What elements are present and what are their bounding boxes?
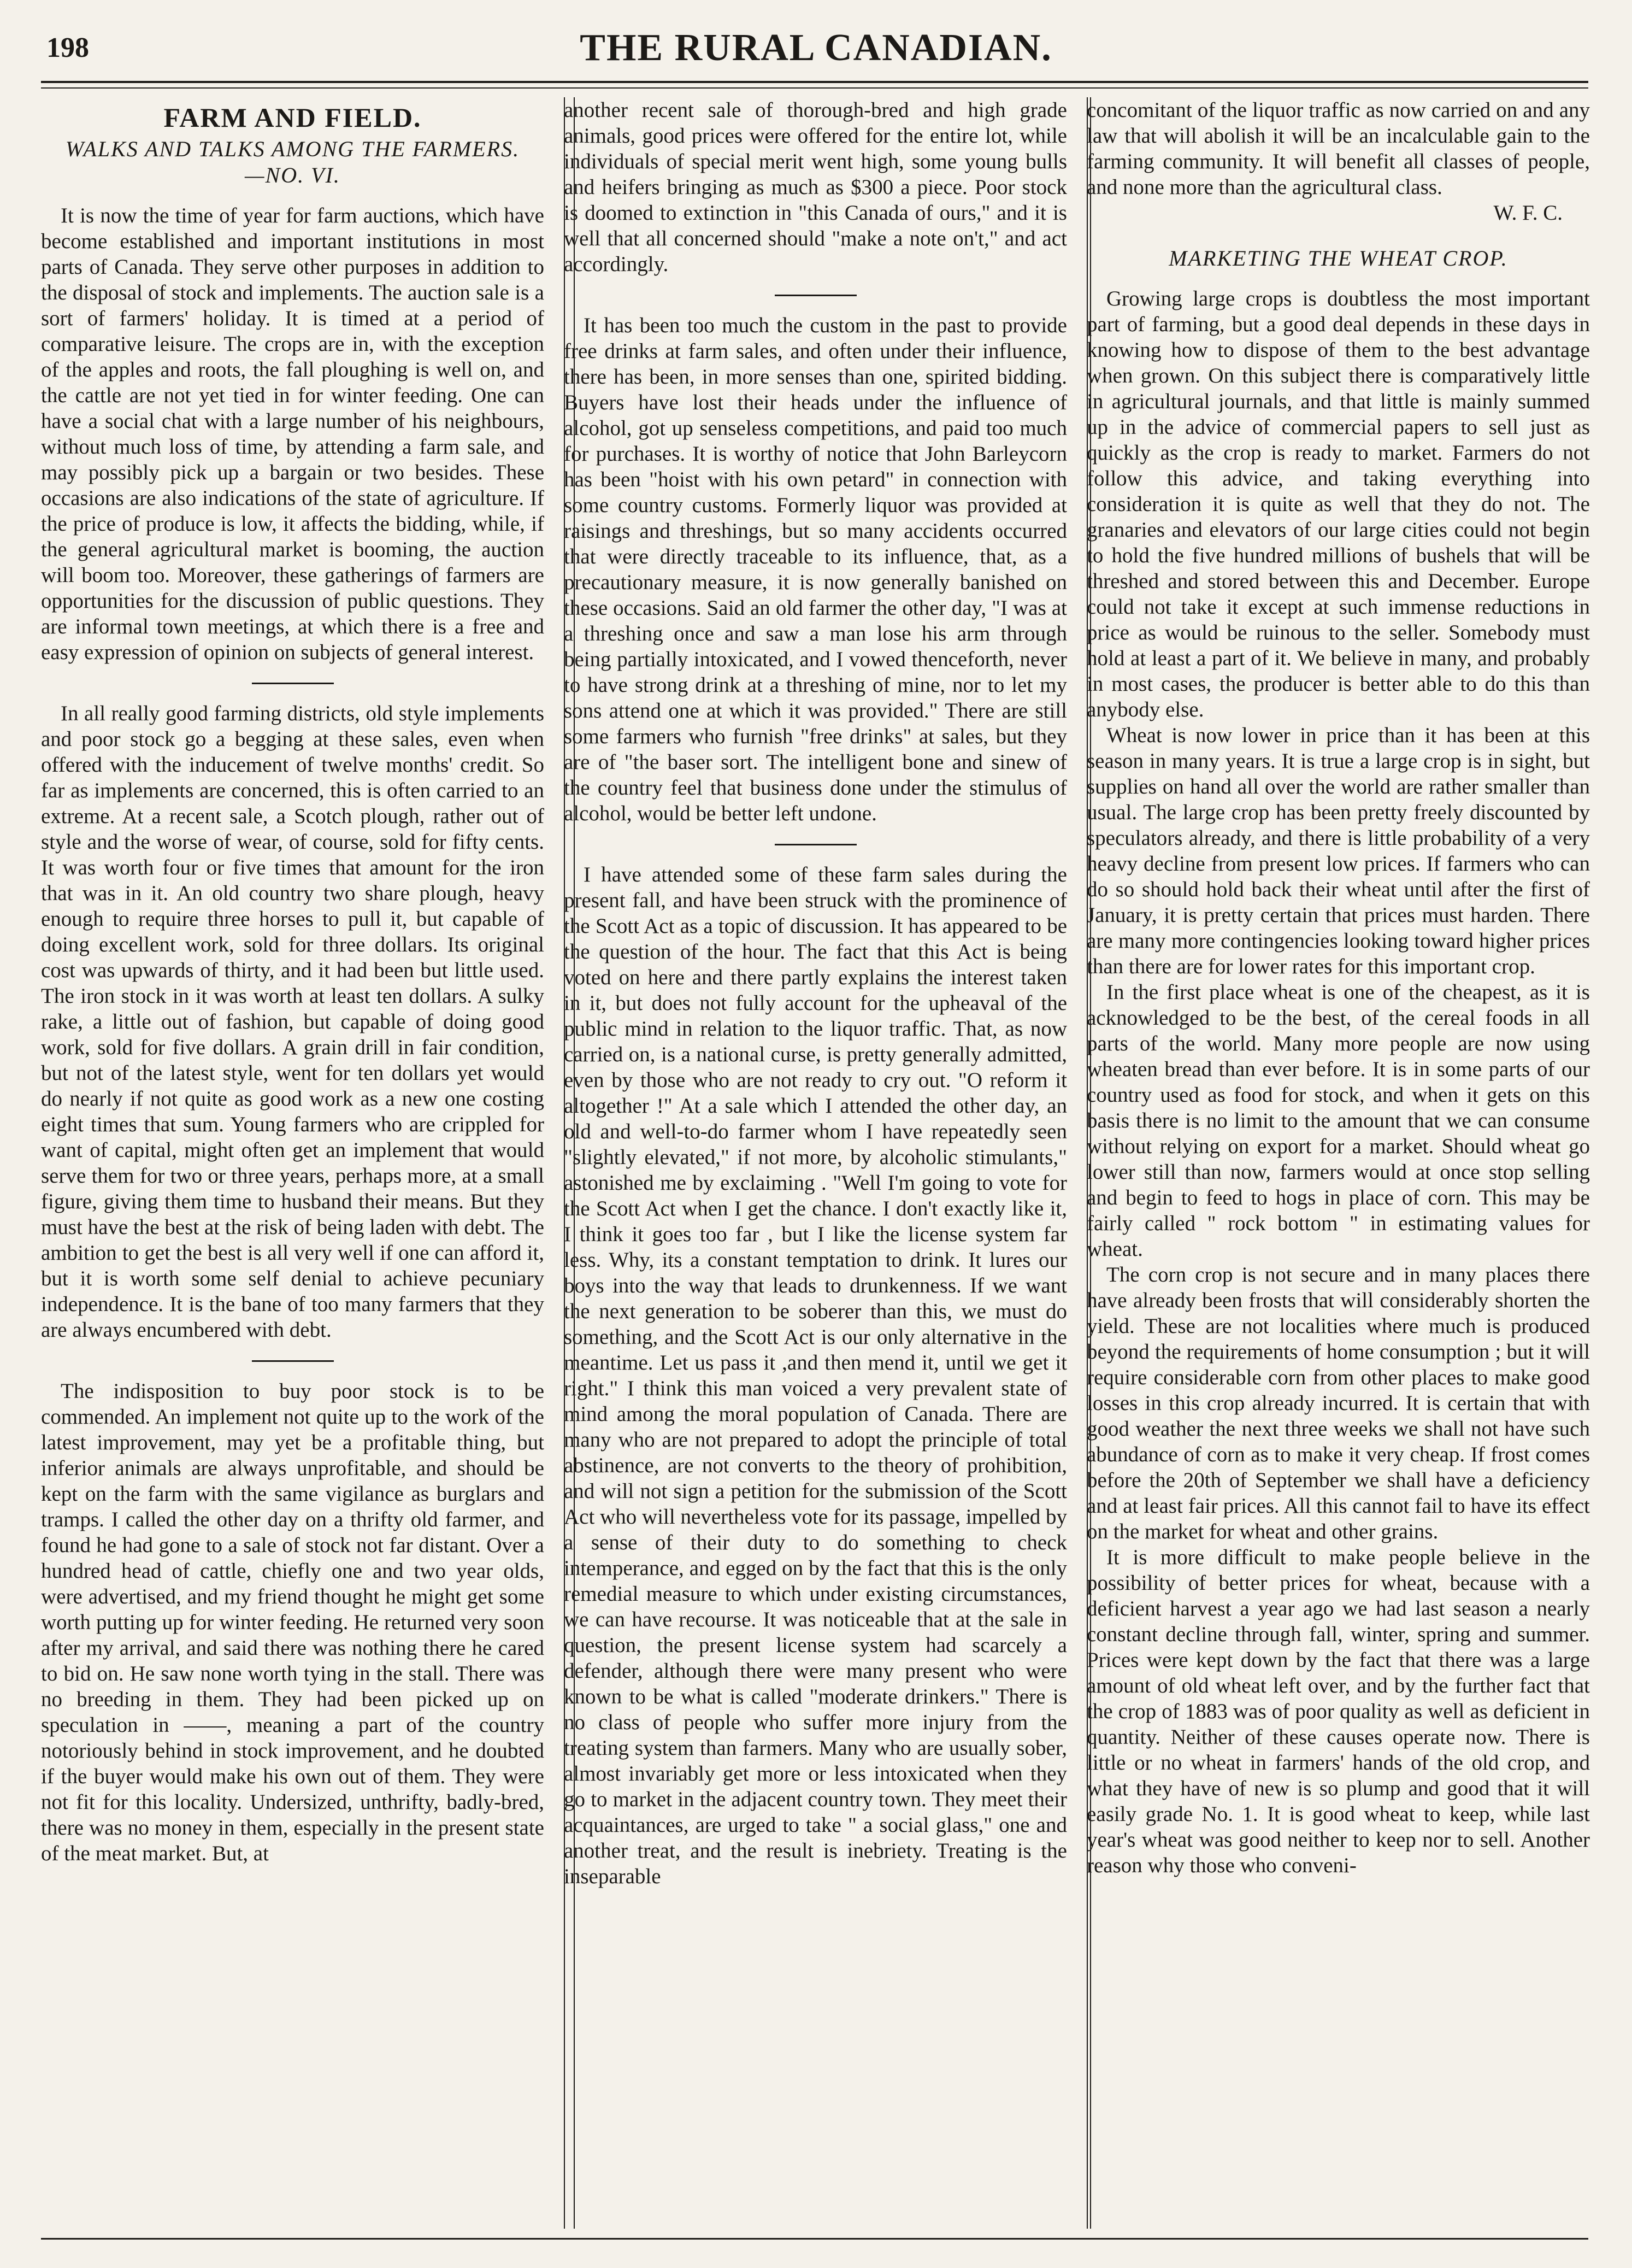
article-paragraph: It is more difficult to make people believe in the possibility of better prices for wheat, because with a deficient harvest a year ago we had last season a nearly constant decline through fall, winter, spring and summer. Prices were kept down by the fact that there was a large amount of old wheat left over, and by the further fact that the crop of 1883 was of poor quality as well as deficient in quantity. Neither of these causes operate now. There is little or no wheat in farmers' hands of the old crop, and what they have of new is so plump and good that it will easily grade No. 1. It is good wheat to keep, while last year's wheat was good neither to keep nor to sell. Another reason why those who conveni- — [1087, 1546, 1590, 1877]
article-paragraph: In the first place wheat is one of the cheapest, as it is acknowledged to be the best, of the cereal foods in all parts of the world. Many more people are now using wheaten bread than ever before. It is in some parts of our country used as food for stock, and when it gets on this basis there is no limit to the amount that we can consume without relying on export for a market. Should wheat go lower still than now, farmers would at once stop selling and begin to feed to hogs in place of corn. This may be fairly called " rock bottom " in estimating values for wheat. — [1087, 980, 1590, 1261]
section-heading: FARM AND FIELD. — [163, 102, 422, 133]
article-paragraph: another recent sale of thorough-bred and high grade animals, good prices were offered for the entire lot, while individuals of special merit went high, some young bulls and heifers bringing as much as $300 a piece. Poor stock is doomed to extinction in "this Canada of ours," and it is well that all concerned should "make a note on't," and act accordingly. — [564, 98, 1067, 276]
header-rule-thin — [41, 87, 1588, 89]
author-signature: W. F. C. — [1493, 201, 1563, 225]
header-rule — [41, 81, 1588, 83]
article-subheading: MARKETING THE WHEAT CROP. — [1169, 246, 1508, 271]
paragraph-divider — [252, 1360, 334, 1362]
article-paragraph: I have attended some of these farm sales during the present fall, and have been struck with the prominence of the Scott Act as a topic of discussion. It has appeared to be the question of the hour. The fact that this Act is being voted on here and there partly explains the interest taken in it, but does not fully account for the upheaval of the public mind in relation to the liquor traffic. That, as now carried on, is a national curse, is pretty generally admitted, even by those who are not ready to cry out. "O reform it altogether !" At a sale which I attended the other day, an old and well-to-do farmer whom I have repeatedly seen "slightly elevated," if not more, by alcoholic stimulants," astonished me by exclaiming . "Well I'm going to vote for the Scott Act when I get the chance. I don't exactly like it, I think it goes too far , but I like the license system far less. Why, its a constant temptation to drink. It lures our boys into the way that leads to drunkenness. If we want the next generation to be soberer than this, we must do something, and the Scott Act is our only alternative in the meantime. Let us pass it ,and then mend it, until we get it right." I think this man voiced a very prevalent state of mind among the moral population of Canada. There are many who are not prepared to adopt the principle of total abstinence, are not converts to the theory of prohibition, and will not sign a petition for the submission of the Scott Act who will nevertheless vote for its passage, impelled by a sense of their duty to do something to check intemperance, and egged on by the fact that this is the only remedial measure to which under existing circumstances, we can have recourse. It was noticeable that at the sale in question, the present license system had scarcely a defender, although there were many present who were known to be what is called "moderate drinkers." There is no class of people who suffer more injury from the treating system than farmers. Many who are usually sober, almost invariably get more or less intoxicated when they go to market in the adjacent country town. They meet their acquaintances, are urged to take " a social glass," one and another treat, and the result is inebriety. Treating is the inseparable — [564, 863, 1067, 1888]
article-paragraph: In all really good farming districts, old style implements and poor stock go a begging at these sales, even when offered with the inducement of twelve months' credit. So far as implements are concerned, this is often carried to an extreme. At a recent sale, a Scotch plough, rather out of style and the worse of wear, of course, sold for fifty cents. It was worth four or five times that amount for the iron that was in it. An old country two share plough, heavy enough to require three horses to pull it, but capable of doing excellent work, sold for three dollars. Its original cost was upwards of thirty, and it had been but little used. The iron stock in it was worth at least ten dollars. A sulky rake, a little out of fashion, but capable of doing good work, sold for five dollars. A grain drill in fair condition, but not of the latest style, went for ten dollars yet would do nearly if not quite as good work as a new one costing eight times that sum. Young farmers who are crippled for want of capital, might often get an implement that would serve them for two or three years, perhaps more, at a small figure, giving them time to husband their means. But they must have the best at the risk of being laden with debt. The ambition to get the best is all very well if one can afford it, but it is worth some self denial to achieve pecuniary independence. It is the bane of too many farmers that they are always encumbered with debt. — [41, 702, 544, 1342]
article-subheading: WALKS AND TALKS AMONG THE FARMERS.—NO. VI. — [65, 137, 520, 187]
article-paragraph: It has been too much the custom in the past to provide free drinks at farm sales, and often under their influence, there has been, in more senses than one, spirited bidding. Buyers have lost their heads under the influence of alcohol, got up senseless competitions, and paid too much for purchases. It is worthy of notice that John Barleycorn has been "hoist with his own petard" in connection with some country customs. Formerly liquor was provided at raisings and threshings, but so many accidents occurred that were directly traceable to its influence, that, as a precautionary measure, it is now generally banished on these occasions. Said an old farmer the other day, "I was at a threshing once and saw a man lose his arm through being partially intoxicated, and I vowed thenceforth, never to have strong drink at a threshing of mine, nor to let my sons attend one at which it was provided." There are still some farmers who furnish "free drinks" at sales, but they are of "the baser sort. The intelligent bone and sinew of the country feel that business done under the stimulus of alcohol, would be better left undone. — [564, 314, 1067, 825]
left-column — [41, 97, 544, 2229]
middle-column — [564, 97, 1067, 2229]
article-paragraph — [1087, 97, 1590, 200]
paragraph-divider — [775, 844, 857, 845]
article-paragraph: It is now the time of year for farm auctions, which have become established and important institutions in most parts of Canada. They serve other purposes in addition to the disposal of stock and implements. The auction sale is a sort of farmers' holiday. It is timed at a period of comparative leisure. The crops are in, with the exception of the apples and roots, the fall ploughing is well on, and the cattle are not yet tied in for winter feeding. One can have a social chat with a large number of his neighbours, without much loss of time, by attending a farm sale, and may possibly pick up a bargain or two besides. These occasions are also indications of the state of agriculture. If the price of produce is low, it affects the bidding, while, if the general agricultural market is booming, the auction will boom too. Moreover, these gatherings of farmers are opportunities for the discussion of public questions. They are informal town meetings, at which there is a free and easy expression of opinion on subjects of general interest. — [41, 204, 544, 664]
article-paragraph: Wheat is now lower in price than it has been at this season in many years. It is true a large crop is in sight, but supplies on hand all over the world are rather smaller than usual. The large crop has been pretty freely discounted by speculators already, and there is little probability of a very heavy decline from present low prices. If farmers who can do so should hold back their wheat until after the first of January, it is pretty certain that prices must harden. There are many more contingencies looking toward higher prices than there are for lower rates for this important crop. — [1087, 724, 1590, 978]
paragraph-divider — [775, 295, 857, 296]
article-columns — [41, 97, 1590, 2229]
article-paragraph: The corn crop is not secure and in many places there have already been frosts that will considerably shorten the yield. These are not localities where much is produced beyond the requirements of home consumption ; but it will require considerable corn from other places to make good losses in this crop already incurred. It is certain that with good weather the next three weeks we shall not have such abundance of corn as to make it very cheap. If frost comes before the 20th of September we shall have a deficiency and at least fair prices. All this cannot fail to have its effect on the market for wheat and other grains. — [1087, 1263, 1590, 1543]
article-paragraph: Growing large crops is doubtless the most important part of farming, but a good deal depends in these days in knowing how to dispose of them to the best advantage when grown. On this subject there is comparatively little in agricultural journals, and that little is mainly summed up in the advice of commercial papers to sell just as quickly as the crop is ready to market. Farmers do not follow this advice, and taking everything into consideration it is quite as well that they do not. The granaries and elevators of our large cities could not begin to hold the five hundred millions of bushels that will be threshed and stored between this and December. Europe could not take it except at such immense reductions in price as would be ruinous to the seller. Somebody must hold at least a part of it. We believe in many, and probably in most cases, the producer is better able to do this than anybody else. — [1087, 287, 1590, 721]
page-number: 198 — [46, 32, 89, 63]
paragraph-divider — [252, 683, 334, 684]
right-column — [1087, 97, 1590, 2229]
article-paragraph: The indisposition to buy poor stock is to be commended. An implement not quite up to the work of the latest improvement, may yet be a profitable thing, but inferior animals are always unprofitable, and should be kept on the farm with the same vigilance as burglars and tramps. I called the other day on a thrifty old farmer, and found he had gone to a sale of stock not far distant. Over a hundred head of cattle, chiefly one and two year olds, were advertised, and my friend thought he might get some worth putting up for winter feeding. He returned very soon after my arrival, and said there was nothing there he cared to bid on. He saw none worth tying in the stall. There was no breeding in them. They had been picked up on speculation in ——, meaning a part of the country notoriously behind in stock improvement, and he doubted if the buyer would make his own out of them. They were not fit for this locality. Undersized, unthrifty, badly-bred, there was no money in them, especially in the present state of the meat market. But, at — [41, 1379, 544, 1865]
footer-rule — [41, 2238, 1588, 2240]
continuation-text: concomitant of the liquor traffic as now carried on and any law that will abolish it will be an incalculable gain to the farming community. It will benefit all classes of people, and none more than the agricultural class. — [1087, 98, 1590, 199]
masthead-title: THE RURAL CANADIAN. — [580, 27, 1052, 69]
